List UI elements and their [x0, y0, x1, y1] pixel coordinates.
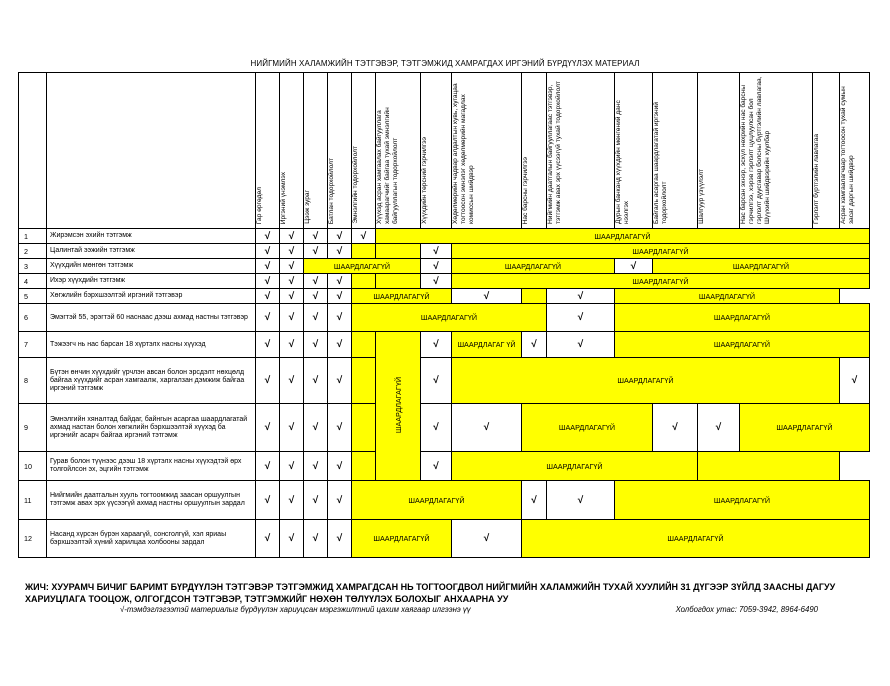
not-required-cell: ШААРДЛАГАГҮЙ: [615, 481, 870, 520]
row-name: Хүүхдийн мөнгөн тэтгэмж: [47, 259, 256, 274]
table-row: [19, 259, 870, 274]
check-mark: √: [421, 244, 452, 259]
not-required-cell: ШААРДЛАГАГҮЙ: [352, 304, 547, 332]
check-mark: √: [421, 259, 452, 274]
not-required-cell: ШААРДЛАГАГҮЙ: [522, 520, 870, 558]
check-mark: √: [328, 244, 352, 259]
row-name: Бүтэн өнчин хүүхдийг үрчлэн авсан болон эрсдэлт нөхцөлд байгаа хүүхдийг асран хамгаалж, харгалзан дэмжиж байгаа иргэний тэтгэмж: [47, 358, 256, 404]
check-mark: √: [452, 289, 522, 304]
check-mark: √: [421, 274, 452, 289]
not-required-cell: ШААРДЛАГАГҮЙ: [740, 404, 870, 452]
check-mark: √: [547, 481, 615, 520]
not-required-cell: ШААРДЛАГАГҮЙ: [452, 358, 840, 404]
check-mark: √: [328, 520, 352, 558]
row-name: Хөгжлийн бэрхшээлтэй иргэний тэтгэвэр: [47, 289, 256, 304]
check-mark: √: [280, 332, 304, 358]
not-required-cell: ШААРДЛАГАГҮЙ: [352, 289, 452, 304]
col-header: Нийгмийн даатгалын байгууллагаас тэтгэвэр, тэтгэмж авах эрх үүсээгүй тухай тодорхойлолт: [547, 73, 615, 229]
check-mark: √: [328, 481, 352, 520]
table-row: [19, 481, 870, 520]
check-mark: √: [256, 404, 280, 452]
row-name: Тэжээгч нь нас барсан 18 хүртэлх насны хүүхэд: [47, 332, 256, 358]
check-mark: √: [328, 332, 352, 358]
check-mark: √: [280, 304, 304, 332]
table-row: [19, 244, 870, 259]
col-header: Нас барсны гэрчилгээ: [522, 73, 547, 229]
legend-note: √-тэмдэглэгээтэй материалыг бүрдүүлэн хариуцсан мэргэжилтний цахим хаягаар илгээнэ үү: [120, 605, 471, 614]
row-number: 3: [19, 259, 47, 274]
not-required-cell: ШААРДЛАГАГҮЙ: [522, 404, 653, 452]
check-mark: √: [304, 274, 328, 289]
check-mark: √: [280, 229, 304, 244]
table-row: [19, 332, 870, 358]
row-name: Жирэмсэн эхийн тэтгэмж: [47, 229, 256, 244]
col-header: Батлан тодорхойлолт: [328, 73, 352, 229]
row-number: 12: [19, 520, 47, 558]
blank-highlight-cell: [522, 289, 547, 304]
blank-highlight-cell: [698, 452, 840, 481]
not-required-cell: ШААРДЛАГАГҮЙ: [452, 259, 615, 274]
check-mark: √: [256, 274, 280, 289]
blank-highlight-cell: [352, 358, 376, 404]
check-mark: √: [304, 452, 328, 481]
row-number: 10: [19, 452, 47, 481]
document-title: НИЙГМИЙН ХАЛАМЖИЙН ТЭТГЭВЭР, ТЭТГЭМЖИД ХАМРАГДАХ ИРГЭНИЙ БҮРДҮҮЛЭХ МАТЕРИАЛ: [250, 59, 640, 68]
table-row: [19, 404, 870, 452]
check-mark: √: [304, 520, 328, 558]
check-mark: √: [328, 404, 352, 452]
col-header: Дурын банканд хүүхдийн мөнгөний данс нээлгэх: [615, 73, 653, 229]
check-mark: √: [698, 404, 740, 452]
check-mark: √: [328, 229, 352, 244]
col-header: Гар өргөдөл: [256, 73, 280, 229]
check-mark: √: [421, 452, 452, 481]
check-mark: √: [256, 229, 280, 244]
check-mark: √: [304, 358, 328, 404]
col-header: Иргэний үнэмлэх: [280, 73, 304, 229]
row-number: 4: [19, 274, 47, 289]
col-header: Асран хамгаалагчаар тогтоосон тухай сумын засаг даргын шийдвэр: [840, 73, 870, 229]
not-required-cell: ШААРДЛАГАГҮЙ: [615, 332, 870, 358]
check-mark: √: [328, 304, 352, 332]
not-required-cell: ШААРДЛАГАГҮЙ: [304, 259, 421, 274]
blank-highlight-cell: [352, 274, 376, 289]
col-header: Гэрлэлт бүртгэлийн лавлагаа: [813, 73, 840, 229]
table-row: [19, 358, 870, 404]
not-required-cell: ШААРДЛАГАГҮЙ: [352, 481, 522, 520]
contact-phone: Холбогдох утас: 7059-3942, 8964-6490: [675, 605, 818, 614]
check-mark: √: [280, 289, 304, 304]
check-mark: √: [280, 244, 304, 259]
row-number: 6: [19, 304, 47, 332]
check-mark: √: [280, 481, 304, 520]
not-required-cell: ШААРДЛАГАГҮЙ: [452, 274, 870, 289]
row-number: 7: [19, 332, 47, 358]
table-row: [19, 229, 870, 244]
check-mark: √: [280, 452, 304, 481]
not-required-cell: ШААРДЛАГАГҮЙ: [653, 259, 870, 274]
not-required-vertical-cell: ШААРДЛАГАГҮЙ: [376, 332, 421, 481]
check-mark: √: [547, 332, 615, 358]
col-header: Эмнэлгийн тодорхойлолт: [352, 73, 376, 229]
check-mark: √: [256, 452, 280, 481]
check-mark: √: [280, 358, 304, 404]
header-blank: [19, 73, 47, 229]
blank-highlight-cell: [352, 244, 376, 259]
check-mark: √: [615, 259, 653, 274]
not-required-cell: ШААРДЛАГАГҮЙ: [376, 229, 870, 244]
check-mark: √: [452, 404, 522, 452]
row-name: Насанд хүрсэн бүрэн хараагүй, сонсголгүй, хэл яриаы бэрхшээлтэй хүний харилцаа холбооны зардал: [47, 520, 256, 558]
check-mark: √: [522, 481, 547, 520]
header-row: [19, 73, 870, 229]
row-number: 9: [19, 404, 47, 452]
row-name: Нийгмийн даатгалын хууль тогтоомжид заасан оршуулгын тэтгэмж авах эрх үүсээгүй ахмад настны оршуулгын зардал: [47, 481, 256, 520]
not-required-cell: ШААРДЛАГАГҮЙ: [452, 452, 698, 481]
table-row: [19, 289, 870, 304]
check-mark: √: [452, 520, 522, 558]
check-mark: √: [304, 244, 328, 259]
blank-highlight-cell: [352, 404, 376, 452]
row-number: 5: [19, 289, 47, 304]
check-mark: √: [304, 332, 328, 358]
check-mark: √: [256, 304, 280, 332]
check-mark: √: [280, 520, 304, 558]
check-mark: √: [840, 358, 870, 404]
check-mark: √: [280, 259, 304, 274]
row-name: Ихэр хүүхдийн тэтгэмж: [47, 274, 256, 289]
check-mark: √: [256, 244, 280, 259]
check-mark: √: [256, 289, 280, 304]
table-row: [19, 304, 870, 332]
check-mark: √: [328, 274, 352, 289]
check-mark: √: [328, 358, 352, 404]
col-header: Байгаль асаргаа шаардлагатай иргэний тодорхойлолт: [653, 73, 698, 229]
check-mark: √: [256, 259, 280, 274]
check-mark: √: [421, 404, 452, 452]
row-name: Цалинтай ээжийн тэтгэмж: [47, 244, 256, 259]
row-number: 2: [19, 244, 47, 259]
col-header: Цээж зураг: [304, 73, 328, 229]
row-number: 1: [19, 229, 47, 244]
table-row: [19, 274, 870, 289]
check-mark: √: [304, 304, 328, 332]
check-mark: √: [352, 229, 376, 244]
check-mark: √: [304, 404, 328, 452]
check-mark: √: [328, 289, 352, 304]
check-mark: √: [256, 332, 280, 358]
table-row: [19, 452, 870, 481]
row-number: 8: [19, 358, 47, 404]
not-required-cell: ШААРДЛАГАГҮЙ: [352, 520, 452, 558]
blank-highlight-cell: [352, 332, 376, 358]
check-mark: √: [256, 520, 280, 558]
blank-highlight-cell: [376, 244, 421, 259]
check-mark: √: [328, 452, 352, 481]
not-required-cell: ШААРДЛАГАГ ҮЙ: [452, 332, 522, 358]
not-required-cell: ШААРДЛАГАГҮЙ: [615, 289, 840, 304]
row-name: Гурав болон түүнээс дээш 18 хүртэлх насны хүүхэдтэй өрх толгойлсон эх, эцгийн тэтгэмж: [47, 452, 256, 481]
check-mark: √: [547, 304, 615, 332]
check-mark: √: [304, 289, 328, 304]
col-header: Хүүхдийн төрсний гэрчилгээ: [421, 73, 452, 229]
col-header: Нас барсан эхнэр, эсхүл нөхрийн нас барсны гэрчилгээ, хэрэв гэрлэлт цуцлуулсан бол гэрлэлт дуусгавар болсны бүртгэлийн лавлагаа, Шүүхийн шийдвэрийн хуулбар: [740, 73, 813, 229]
header-blank: [47, 73, 256, 229]
blank-highlight-cell: [376, 274, 421, 289]
check-mark: √: [304, 229, 328, 244]
col-header: Шалгуур үзүүлэлт: [698, 73, 740, 229]
check-mark: √: [653, 404, 698, 452]
check-mark: √: [522, 332, 547, 358]
col-header: Хөдөлмөрийн чадвар алдалтын хувь, хугацаа тогтоосон эмнэлэг хөдөлмөрийн магадлах комиссын шийдвэр: [452, 73, 522, 229]
col-header: Хүүхэд асран хамгаалах байгууллага хамаарагчийг байгаа тухай эмнэлгийн байгууллагын тодорхойлолт: [376, 73, 421, 229]
blank-highlight-cell: [352, 452, 376, 481]
check-mark: √: [256, 481, 280, 520]
check-mark: √: [421, 332, 452, 358]
not-required-cell: ШААРДЛАГАГҮЙ: [615, 304, 870, 332]
requirements-table: [18, 72, 870, 558]
table-row: [19, 520, 870, 558]
check-mark: √: [304, 481, 328, 520]
check-mark: √: [547, 289, 615, 304]
check-mark: √: [256, 358, 280, 404]
check-mark: √: [421, 358, 452, 404]
warning-note: ЖИЧ: ХУУРАМЧ БИЧИГ БАРИМТ БҮРДҮҮЛЭН ТЭТГЭВЭР ТЭТГЭМЖИД ХАМРАГДСАН НЬ ТОГТООГДВОЛ НИЙГМИЙН ХАЛАМЖИЙН ТУХАЙ ХУУЛИЙН 31 ДҮГЭЭР ЗҮЙЛД ЗААСНЫ ДАГУУ ХАРИУЦЛАГА ТООЦОЖ, ОЛГОГДСОН ТЭТГЭВЭР, ТЭТГЭМЖИЙГ НӨХӨН ТӨЛҮҮЛЭХ БОЛОХЫГ АНХААРНА УУ: [25, 582, 836, 604]
check-mark: √: [280, 274, 304, 289]
row-number: 11: [19, 481, 47, 520]
row-name: Эмэгтэй 55, эрэгтэй 60 наснаас дээш ахмад настны тэтгэвэр: [47, 304, 256, 332]
check-mark: √: [280, 404, 304, 452]
row-name: Эмнэлгийн хяналтад байдаг, байнгын асаргаа шаардлагатай ахмад настан болон хөгжлийн бэрхшээлтэй хүүхэд ба иргэнийг асарч байгаа иргэний тэтгэмж: [47, 404, 256, 452]
not-required-cell: ШААРДЛАГАГҮЙ: [452, 244, 870, 259]
